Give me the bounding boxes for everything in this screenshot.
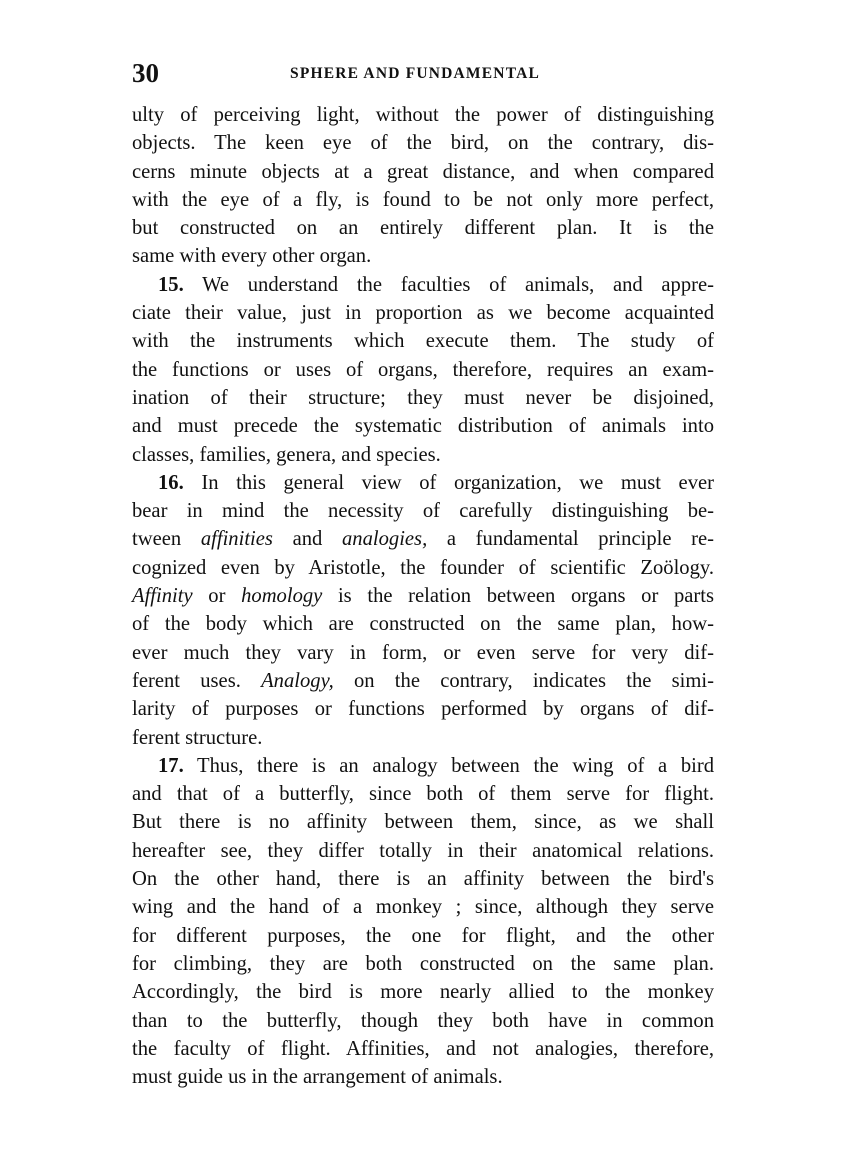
text-line: same with every other organ. xyxy=(132,245,372,268)
text-line: On the other hand, there is an affinity between the bird's xyxy=(132,868,714,891)
page-header xyxy=(132,56,728,90)
text-line: and that of a butterfly, since both of them serve for flight. xyxy=(132,783,714,806)
text-line: cognized even by Aristotle, the founder of scientific Zoölogy. xyxy=(132,556,714,579)
italic-term-affinities: affinities xyxy=(200,528,273,551)
text-line: for climbing, they are both constructed on the same plan. xyxy=(132,952,714,975)
text-line: the functions or uses of organs, therefore, requires an exam- xyxy=(132,358,714,381)
text-line: the faculty of flight. Affinities, and not analogies, therefore, xyxy=(132,1037,714,1060)
text-line xyxy=(132,525,714,553)
text-line: ciate their value, just in proportion as we become acquainted xyxy=(132,302,714,325)
text-line xyxy=(132,469,714,497)
text-line: must guide us in the arrangement of animals. xyxy=(132,1066,503,1089)
text-line xyxy=(132,582,714,610)
text-span: Thus, there is an analogy between the wing of a bird xyxy=(183,754,714,777)
text-line: objects. The keen eye of the bird, on the contrary, dis- xyxy=(132,132,714,155)
paragraph-number: 16. xyxy=(158,471,184,494)
italic-term-analogies: analogies, xyxy=(341,528,428,551)
text-line: of the body which are constructed on the same plan, how- xyxy=(132,613,714,636)
paragraph-15 xyxy=(132,271,714,469)
text-line: hereafter see, they differ totally in their anatomical relations. xyxy=(132,839,714,862)
text-line: But there is no affinity between them, since, as we shall xyxy=(132,811,714,834)
text-line: with the eye of a fly, is found to be not only more perfect, xyxy=(132,188,714,211)
text-line xyxy=(132,271,714,299)
body-text xyxy=(132,101,714,1091)
text-line: ulty of perceiving light, without the power of distinguishing xyxy=(132,104,714,126)
text-line: but constructed on an entirely different plan. It is the xyxy=(132,217,714,240)
text-span: and xyxy=(272,528,342,551)
text-line: with the instruments which execute them. The study of xyxy=(132,330,714,353)
text-span: ferent uses. xyxy=(132,669,262,692)
text-span: or xyxy=(192,585,242,608)
text-line: than to the butterfly, though they both have in common xyxy=(132,1009,714,1032)
text-line: ination of their structure; they must never be disjoined, xyxy=(132,386,714,409)
page-number: 30 xyxy=(132,58,159,88)
text-line: bear in mind the necessity of carefully distinguishing be- xyxy=(132,500,714,523)
paragraph-number: 17. xyxy=(158,754,184,777)
italic-term-affinity: Affinity xyxy=(132,585,193,608)
text-line xyxy=(132,667,714,695)
italic-term-analogy: Analogy, xyxy=(261,669,334,692)
text-line: ferent structure. xyxy=(132,726,263,749)
text-line: wing and the hand of a monkey ; since, although they serve xyxy=(132,896,714,919)
text-span: We understand the faculties of animals, and appre- xyxy=(183,273,714,296)
text-line: classes, families, genera, and species. xyxy=(132,443,441,466)
text-span: a fundamental principle re- xyxy=(427,528,714,551)
italic-term-homology: homology xyxy=(241,585,323,608)
text-span: In this general view of organization, we must ever xyxy=(183,471,714,494)
paragraph-continued xyxy=(132,101,714,271)
text-line: cerns minute objects at a great distance, and when compared xyxy=(132,160,714,183)
text-line: larity of purposes or functions performed by organs of dif- xyxy=(132,698,714,721)
paragraph-16 xyxy=(132,469,714,752)
paragraph-17 xyxy=(132,752,714,1092)
running-head: SPHERE AND FUNDAMENTAL xyxy=(290,65,541,82)
text-line: for different purposes, the one for flight, and the other xyxy=(132,924,714,947)
paragraph-number: 15. xyxy=(158,273,184,296)
text-span: tween xyxy=(132,528,201,551)
text-line: and must precede the systematic distribution of animals into xyxy=(132,415,714,438)
text-line xyxy=(132,752,714,780)
text-span: is the relation between organs or parts xyxy=(322,585,714,608)
text-span: on the contrary, indicates the simi- xyxy=(333,669,714,692)
text-line: ever much they vary in form, or even serve for very dif- xyxy=(132,641,714,664)
text-line: Accordingly, the bird is more nearly allied to the monkey xyxy=(132,981,714,1004)
